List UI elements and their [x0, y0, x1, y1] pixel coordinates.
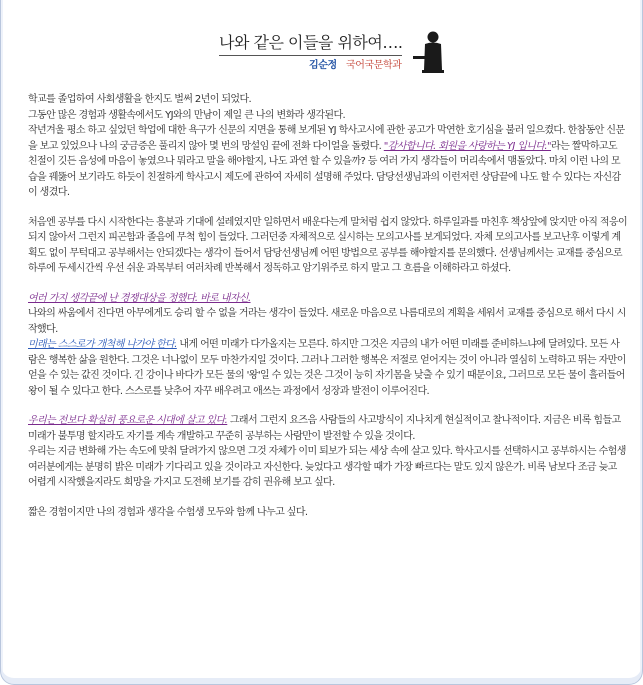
- paragraph-4: [28, 413, 628, 491]
- paragraph-text: 그래서 그런지 요즈음 사람들의 사고방식이 지나치게 현실적이고 찰나적이다. 지금은 비록 힘들고 미래가 불투명 할지라도 자기를 계속 개발하고 꾸준히 공부하는 사람만이 발전할 수 있을 것이다.: [28, 415, 621, 442]
- essay-title: 나와 같은 이들을 위하여….: [219, 30, 402, 56]
- paragraph-text: 그동안 많은 경험과 생활속에서도 YJ와의 만남이 제일 큰 나의 변화라 생각된다.: [28, 109, 346, 121]
- author-department: 국어국문학과: [346, 60, 402, 71]
- closing-line: 짧은 경험이지만 나의 경험과 생각을 수험생 모두와 함께 나누고 싶다.: [28, 506, 308, 518]
- paragraph-1: [28, 92, 628, 201]
- highlight-quote: "감사합니다. 회원을 사랑하는 YJ 입니다.": [383, 140, 552, 152]
- person-at-desk-icon: [411, 30, 451, 74]
- paragraph-text: 우리는 지금 변화해 가는 속도에 맞춰 달려가지 않으면 그것 자체가 이미 퇴보가 되는 세상 속에 살고 있다. 학사고시를 선택하시고 공부하시는 수험생 여러분에게는 분명히 밝은 미래가 기다리고 있을 것이라고 자신한다. 늦었다고 생각할 때가 가장 빠르다는 말도 있지 않은가. 비록 남보다 조금 늦고 어렵게 시작했을지라도 희망을 가지고 도전해 보기를 감히 권유해 보고 싶다.: [28, 446, 626, 488]
- paragraph-text: 내게 어떤 미래가 다가올지는 모른다. 하지만 그것은 지금의 내가 어떤 미래를 준비하느냐에 달려있다. 모든 사람은 행복한 삶을 원한다. 그것은 너나없이 모두 마찬가지일 것이다. 그러나 그러한 행복은 저절로 얻어지는 것이 아니라 열심히 노력하고 뛰는 자만이 얻을 수 있는 값진 것이다. 긴 강이나 바다가 모든 물의 '왕'일 수 있는 것은 그것이 능히 자기몸을 낮출 수 있기 때문이요, 그러므로 모든 물이 흘러들어 왕이 될 수 있다고 한다. 스스로를 낮추어 자꾸 배우려고 애쓰는 과정에서 성장과 발전이 이루어진다.: [28, 339, 626, 397]
- paragraph-text: 학교를 졸업하여 사회생활을 한지도 벌써 2년이 되었다.: [28, 94, 252, 105]
- highlight-heading: 여러 가지 생각끝에 난 경쟁대상을 정했다. 바로 내자신.: [28, 292, 251, 304]
- paragraph-text: 나와의 싸움에서 진다면 아무에게도 승리 할 수 없을 거라는 생각이 들었다. 새로운 마음으로 나름대로의 계획을 세워서 교재를 중심으로 해서 다시 시작했다.: [28, 308, 626, 335]
- paragraph-text: 라는 짤막하고도 친절이 깃든 음성에 마음이 놓였으나 뭐라고 말을 해야할지, 나도 과연 할 수 있을까? 등 여러 가지 생각들이 머리속에서 맴돌았다. 마치 이런 나의 모습을 꿰뚫어 보기라도 하듯이 친절하게 학사고시 제도에 관하여 자세히 설명해 주었다. 담당선생님과의 이런저런 상담끝에 나도 할 수 있다는 자신감이 생겼다.: [28, 140, 621, 198]
- highlight-heading: 미래는 스스로가 개척해 나가야 한다.: [28, 339, 177, 350]
- essay-body: [28, 92, 628, 520]
- highlight-heading: 우리는 전보다 확실히 풍요로운 시대에 살고 있다.: [28, 415, 228, 426]
- paragraph-text: 작년겨울 평소 하고 싶었던 학업에 대한 욕구가 신문의 지면을 통해 보게된 YJ 학사고시에 관한 공고가 막연한 호기심을 불러 일으켰다. 한참동안 신문을 보고 있었으나 나의 궁금증은 풀리지 않아 몇 번의 망설임 끝에 전화 다이얼을 돌렸다.: [28, 125, 625, 152]
- paragraph-3: [28, 291, 628, 400]
- paragraph-2: 처음엔 공부를 다시 시작한다는 흥분과 기대에 설레였지만 일하면서 배운다는게 말처럼 쉽지 않았다. 하루일과를 마친후 책상앞에 앉지만 아직 적응이 되지 않아서 그런지 피곤함과 졸음에 무척 힘이 들었다. 그러던중 자체적으로 실시하는 모의고사를 보게되었다. 자체 모의고사를 보고난후 이렇게 계획도 없이 무턱대고 공부해서는 안되겠다는 생각이 들어서 담당선생님께 어떤 방법으로 공부를 해야할지를 문의했다. 선생님께서는 교재를 중심으로 하루에 두세시간씩 우선 쉬운 과목부터 여러차례 반복해서 정독하고 암기위주로 하지 말고 그 흐름을 이해하라고 하셨다.: [28, 216, 628, 274]
- author-name: 김순정: [309, 60, 337, 71]
